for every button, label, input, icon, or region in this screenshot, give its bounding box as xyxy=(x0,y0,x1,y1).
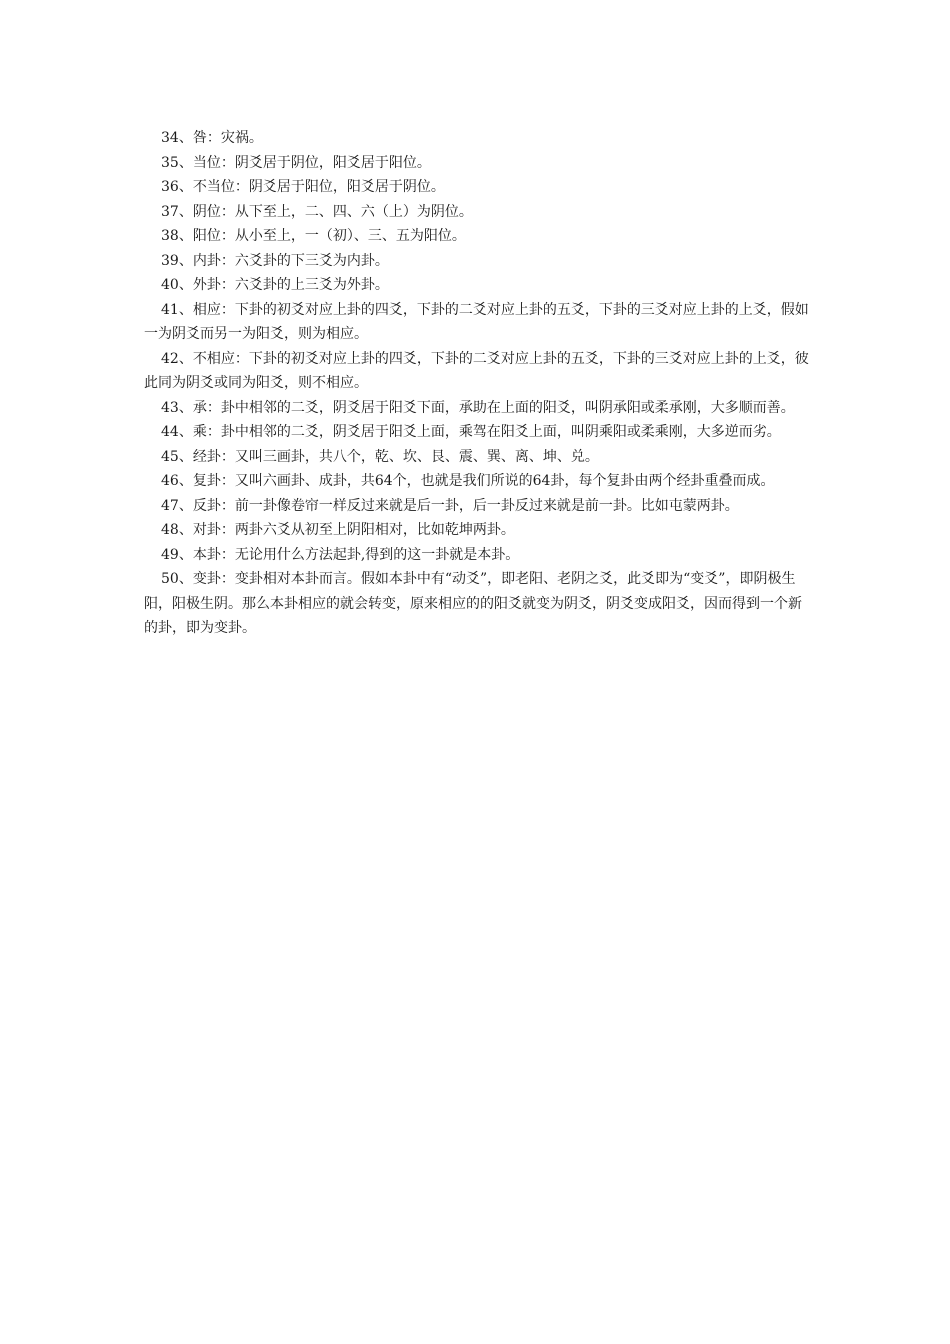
glossary-entry-34: 34、咎：灾祸。 xyxy=(161,130,263,146)
glossary-entry-44: 44、乘：卦中相邻的二爻，阴爻居于阳爻上面，乘驾在阳爻上面，叫阴乘阳或柔乘刚，大多逆而劣。 xyxy=(161,424,781,440)
glossary-entry-43: 43、承：卦中相邻的二爻，阴爻居于阳爻下面，承助在上面的阳爻，叫阴承阳或柔承刚，大多顺而善。 xyxy=(161,399,795,416)
glossary-entry-41: 41、相应：下卦的初爻对应上卦的四爻，下卦的二爻对应上卦的五爻，下卦的三爻对应上卦的上爻，假如一为阴爻而另一为阳爻，则为相应。 xyxy=(144,301,809,342)
glossary-body xyxy=(144,126,810,641)
glossary-entry-42: 42、不相应：下卦的初爻对应上卦的四爻，下卦的二爻对应上卦的五爻，下卦的三爻对应上卦的上爻，彼此同为阴爻或同为阳爻，则不相应。 xyxy=(144,350,809,391)
glossary-entry-47: 47、反卦：前一卦像卷帘一样反过来就是后一卦，后一卦反过来就是前一卦。比如屯蒙两卦。 xyxy=(161,497,739,514)
glossary-entry-36: 36、不当位：阴爻居于阳位，阳爻居于阴位。 xyxy=(161,179,445,195)
glossary-entry-40: 40、外卦：六爻卦的上三爻为外卦。 xyxy=(161,277,389,293)
glossary-entry-48: 48、对卦：两卦六爻从初至上阴阳相对，比如乾坤两卦。 xyxy=(161,522,515,538)
glossary-entry-50: 50、变卦：变卦相对本卦而言。假如本卦中有“动爻”，即老阳、老阴之爻，此爻即为“变爻”，即阴极生阳，阳极生阴。那么本卦相应的就会转变，原来相应的的阳爻就变为阴爻，阴爻变成阳爻，因而得到一个新的卦，即为变卦。 xyxy=(144,571,802,636)
glossary-entry-45: 45、经卦：又叫三画卦，共八个，乾、坎、艮、震、巽、离、坤、兑。 xyxy=(161,448,599,465)
glossary-entry-49: 49、本卦：无论用什么方法起卦,得到的这一卦就是本卦。 xyxy=(161,546,520,563)
glossary-entry-37: 37、阴位：从下至上，二、四、六（上）为阴位。 xyxy=(161,203,473,220)
glossary-entry-46: 46、复卦：又叫六画卦、成卦，共64个，也就是我们所说的64卦，每个复卦由两个经卦重叠而成。 xyxy=(161,473,775,489)
glossary-entry-38: 38、阳位：从小至上，一（初）、三、五为阳位。 xyxy=(161,228,466,244)
glossary-entry-35: 35、当位：阴爻居于阴位，阳爻居于阳位。 xyxy=(161,154,431,171)
glossary-entry-39: 39、内卦：六爻卦的下三爻为内卦。 xyxy=(161,252,389,269)
